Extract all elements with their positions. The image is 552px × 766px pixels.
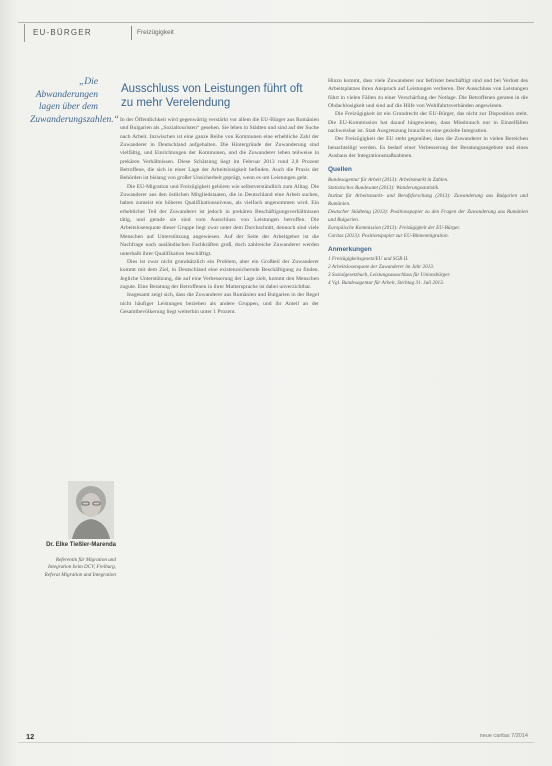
topic-label: Freizügigkeit	[137, 29, 174, 36]
sources-heading: Quellen	[328, 166, 352, 174]
author-photo	[68, 481, 114, 539]
paragraph: Insgesamt zeigt sich, dass die Zuwanderer aus Rumänien und Bulgarien in der Regel nicht häufiger Leistungen beziehen als andere Gruppen, und ihr Anteil an der Gesamtbevölkerung liegt weiterhin unter 1 Prozent.	[120, 292, 319, 315]
header-rule	[18, 22, 534, 23]
author-bio: Referentin für Migration und Integration beim DCV, Freiburg, Referat Migration und Integration	[44, 557, 116, 578]
source-item: Deutscher Städtetag (2013): Positionspapier zu den Fragen der Zuwanderung aus Rumänien und Bulgarien.	[328, 208, 528, 223]
note-item: 2 Arbeitslosenquote der Zuwanderer im Jahr 2013.	[328, 264, 435, 271]
paragraph: Die EU-Migration und Freizügigkeit gehören wie selbstverständlich zum Alltag. Die Zuwanderer aus den östlichen Mitgliedstaaten, die in Deutschland eine Arbeit suchen, haben zumeist ein höheres Qualifikationsniveau, als vielfach angenommen wird. Ein erheblicher Teil der Zuwanderer ist jedoch in prekären Beschäftigungsverhältnissen tätig, und gerade sie sind vom Ausschluss von Leistungen betroffen. Die Arbeitslosenquote dieser Gruppe liegt zwar unter dem Durchschnitt, dennoch sind viele Menschen auf Unterstützung angewiesen. Auf der Seite der Arbeitgeber ist die Nachfrage nach ausländischen Fachkräften groß, doch zahlreiche Zuwanderer werden unterhalb ihrer Qualifikation beschäftigt.	[120, 183, 319, 257]
note-item: 3 Sozialgesetzbuch, Leistungsausschluss für Unionsbürger.	[328, 272, 451, 279]
page-number: 12	[26, 732, 35, 741]
source-item: Caritas (2013): Positionspapier zur EU-Binnenmigration.	[328, 232, 449, 239]
article-column-1	[120, 116, 319, 316]
paragraph: Hinzu kommt, dass viele Zuwanderer nur befristet beschäftigt sind und bei Verlust des Arbeitsplatzes ihren Anspruch auf Leistungen verlieren. Der Ausschluss von Leistungen führt in vielen Fällen zu einer Verschärfung der Notlage. Die Betroffenen geraten in die Obdachlosigkeit und sind auf die Hilfe von Wohlfahrtsverbänden angewiesen.	[328, 78, 528, 110]
notes-heading: Anmerkungen	[328, 245, 372, 253]
note-item: 4 Vgl. Bundesagentur für Arbeit, Stichtag 31. Juli 2013.	[328, 280, 445, 287]
section-label: EU-BÜRGER	[33, 28, 92, 37]
article-column-2	[328, 77, 528, 287]
note-item: 1 Freizügigkeitsgesetz/EU und SGB II.	[328, 256, 409, 263]
source-item: Europäische Kommission (2013): Freizügigkeit der EU-Bürger.	[328, 224, 460, 231]
source-item: Bundesagentur für Arbeit (2013): Arbeitsmarkt in Zahlen.	[328, 176, 449, 183]
paragraph: Der Freizügigkeit der EU steht gegenüber, dass die Zuwanderer in vielen Bereichen benachteiligt werden. Es bedarf einer Verbesserung der Beratungsangebote und eines Ausbaus der Integrationsmaßnahmen.	[328, 136, 528, 160]
header-separator	[131, 26, 132, 40]
pull-quote: „Die Abwanderungen lagen über dem Zuwanderungszahlen.“	[30, 77, 119, 125]
issue-label: neue caritas 7/2014	[479, 733, 528, 739]
paragraph: Dies ist zwar nicht grundsätzlich ein Problem, aber ein Großteil der Zuwanderer kommt mit dem Ziel, in Deutschland eine existenzsichernde Beschäftigung zu finden. Jegliche Unterstützung, die auf eine Verbesserung der Lage zielt, kommt den Menschen zugute. Eine Beratung der Betroffenen in ihrer Muttersprache ist dabei unverzichtbar.	[120, 258, 319, 290]
source-item: Institut für Arbeitsmarkt- und Berufsforschung (2013): Zuwanderung aus Bulgarien und Rumänien.	[328, 192, 528, 207]
paragraph: Die Freizügigkeit ist ein Grundrecht der EU-Bürger, das nicht zur Disposition steht. Die EU-Kommission hat darauf hingewiesen, dass Missbrauch nur in Einzelfällen nachweisbar ist. Statt Ausgrenzung braucht es eine gezielte Integration.	[328, 111, 528, 135]
author-name: Dr. Elke Tießler-Marenda	[46, 542, 116, 548]
footer-rule	[18, 742, 534, 743]
source-item: Statistisches Bundesamt (2013): Wanderungsstatistik.	[328, 184, 440, 191]
article-title: Ausschluss von Leistungen führt oft zu mehr Verelendung	[121, 83, 303, 109]
paragraph: In der Öffentlichkeit wird gegenwärtig verstärkt vor allem die EU-Bürger aus Rumänien und Bulgarien als „Sozialtouristen“ gesehen. Sie leben in Städten und sind auf der Suche nach Arbeit. Inzwischen ist eine ganze Reihe von Kommunen eine erhebliche Zahl der Zuwanderer in Deutschland aufgehalten. Die Hintergründe der Zuwanderung sind vielfältig, und Einrichtungen der Kommunen, und die Zuwanderer leben teilweise in prekären Verhältnissen. Diese Schätzung liegt im Februar 2013 rund 2,8 Prozent Betroffene, die sich in einer Lage der Arbeitslosigkeit befinden. Auch die Praxis der Behörden ist bislang von großer Unsicherheit geprägt, wenn es um Leistungen geht.	[120, 117, 319, 182]
